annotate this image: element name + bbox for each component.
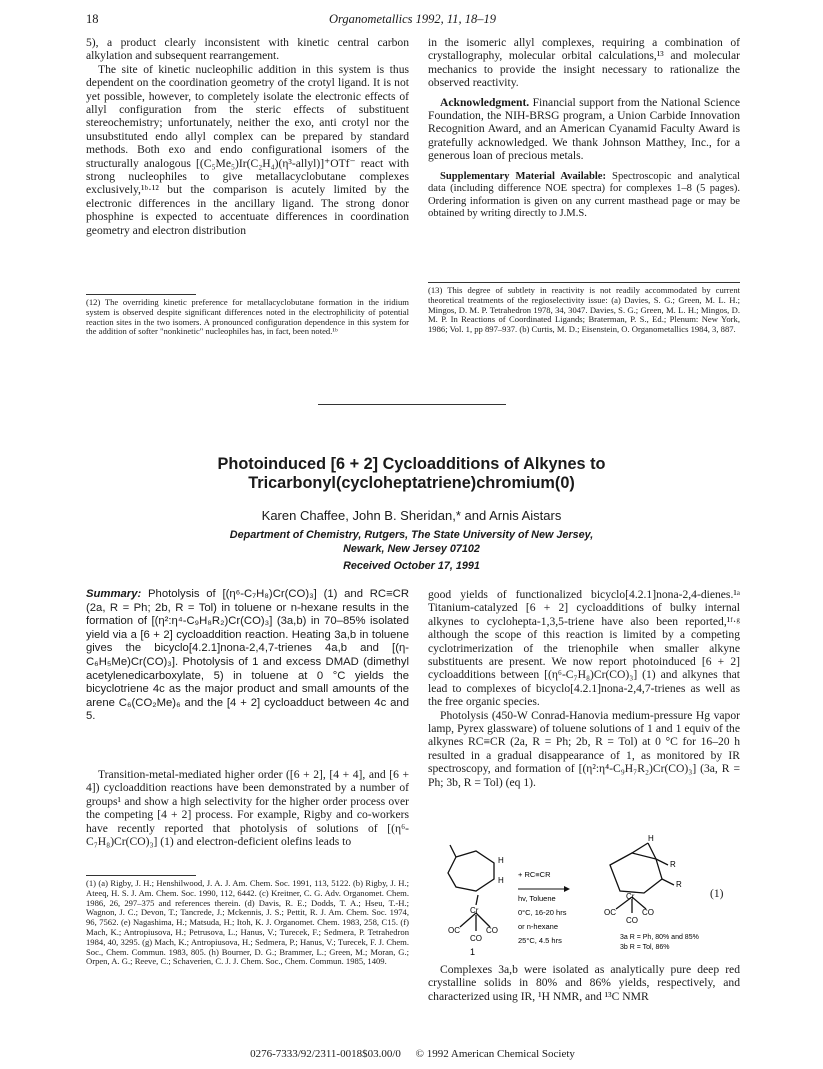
equation-number: (1) <box>710 888 724 900</box>
title-line: Photoinduced [6 + 2] Cycloadditions of Alkynes to <box>217 455 606 473</box>
page-number: 18 <box>86 12 99 26</box>
article-separator <box>318 404 506 405</box>
footnote-rule <box>428 282 740 283</box>
title-line: Tricarbonyl(cycloheptatriene)chromium(0) <box>248 474 575 492</box>
footnote-13: (13) This degree of subtlety in reactivity is not readily accommodated by current theoretical treatments of the regioselectivity issue: (a) Davies, S. G.; Green, M. L. H.; Mingos, D. M. P. Tetrahedron 1978, 34, 3047. Davies, S. G.; Green, M. L. H.; Mingos, D. M. P. In Reactions of Coordinated Ligands; Braterman, P. S., Ed.; Plenum: New York, 1986; Vol. 1, pp 897–937. (b) Curtis, M. D.; Eisenstein, O. Organometallics 1984, 3, 887. <box>428 285 740 335</box>
hydrogen-label: H <box>648 835 654 843</box>
condition-label: 25°C, 4.5 hrs <box>518 936 562 945</box>
reactant-structure <box>448 845 494 931</box>
prev-article-left-column <box>86 36 409 237</box>
acknowledgment <box>428 96 740 163</box>
condition-label: hv, Toluene <box>518 894 556 903</box>
product-label-3b: 3b R = Tol, 86% <box>620 944 670 951</box>
acknowledgment-label: Acknowledgment. <box>440 95 530 109</box>
footnote-rule <box>86 294 196 295</box>
substituent-label: R <box>670 860 676 869</box>
summary <box>86 588 409 724</box>
reagent-label: + RC≡CR <box>518 870 551 879</box>
body-paragraph: good yields of functionalized bicyclo[4.2.1]nona-2,4-dienes.¹ᵃ Titanium-catalyzed [6 + 2] cycloadditions of bulky internal alkynes to cyclohepta-1,3,5-triene have also been reported,¹ᶠ·ᵍ although the scope of this reaction is limited by a competing cyclotrimerization of the trienophile when smaller alkyne substituents are present. We now report photoinduced [6 + 2] cycloadditions between [(η⁶-C₇H₈)Cr(CO)₃] (1) and alkynes that lead to complexes of bicyclo[4.2.1]nona-2,4,7-trienes as well as the free organic species. <box>428 588 740 709</box>
acknowledgment-text: Financial support from the National Science Foundation, the NIH-BRSG program, a Union Carbide Innovation Recognition Award, and an American Cyanamid Faculty Award is gratefully acknowledged. We thank Johnson Matthey, Inc., for a generous loan of precious metals. <box>428 95 740 163</box>
body-paragraph: Transition-metal-mediated higher order ([6 + 2], [4 + 4], and [6 + 4]) cycloaddition reactions have been demonstrated by a number of groups¹ and show a high selectivity for the higher order process over the competing [4 + 2] process. For example, Rigby and co-workers have recently reported that photolysis of solutions of [(η⁶-C₇H₈)Cr(CO)₃] (1) and electron-deficient olefins leads to <box>86 768 409 849</box>
product-label-3a: 3a R = Ph, 80% and 85% <box>620 934 699 941</box>
body-paragraph: 5), a product clearly inconsistent with kinetic central carbon alkylation and subsequent rearrangement. <box>86 36 409 63</box>
compound-number: 1 <box>470 947 476 955</box>
body-paragraph: The site of kinetic nucleophilic addition in this system is thus dependent on the coordination geometry of the crotyl ligand. It is not yet possible, however, to completely isolate the electronic effects of allyl configuration from the steric effects of substituent stereochemistry; unfortunately, neither the exo, anti crotyl nor the unsubstituted endo allyl complex can be prepared by standard methods. Both exo and endo configurational isomers of the structurally analogous [(C₅Me₅)Ir(C₂H₄)(η³-allyl)]⁺OTf⁻ react with strong nucleophiles to give metallacyclobutane complexes exclusively,¹ᵇ·¹² but the comparison is acutely limited by the electronic differences in the ancillary ligand. The strong donor phosphine is expected to accentuate differences in coordination geometry and electron distribution <box>86 62 409 237</box>
footnote-1: (1) (a) Rigby, J. H.; Henshilwood, J. A. J. Am. Chem. Soc. 1991, 113, 5122. (b) Rigby, J. H.; Ateeq, H. S. J. Am. Chem. Soc. 1990, 112, 6442. (c) Kreitner, C. G. Adv. Organomet. Chem. 1986, 26, 297–375 and references therein. (d) Davis, R. E.; Dodds, T. A.; Hseu, T.-H.; Wagnon, J. C.; Devon, T.; Tancrede, J.; Mckennis, J. S.; Pettit, R. J. Am. Chem. Soc. 1974, 96, 7562. (e) Nagashima, H.; Matsuda, H.; Itoh, K. J. Organomet. Chem. 1983, 258, C15. (f) Mach, K.; Antropiusova, H.; Petrusova, L.; Hanus, V.; Turecek, F.; Sedmera, P. Tetrahedron 1984, 40, 3295. (g) Mach, K.; Antropiusova, H.; Sedmera, P.; Hanus, V.; Turecek, F. J. Chem. Soc., Chem. Commun. 1983, 805. (h) Bourner, D. G.; Brammer, L.; Green, M.; Moran, G.; Orpen, A. G.; Reeve, C.; Schaverien, C. J. J. Chem. Soc., Chem. Commun. 1985, 1409. <box>86 878 409 967</box>
footnote-12: (12) The overriding kinetic preference for metallacyclobutane formation in the iridium system is observed despite significant differences noted in the electrophilicity of potential reaction sites in the two isomers. A pronounced configuration dependence in this system for the addition of softer "nonkinetic" nucleophiles has, in fact, been noted.¹ᵇ <box>86 297 409 337</box>
carbonyl-label: CO <box>642 908 654 917</box>
hydrogen-label: H <box>498 856 504 865</box>
carbonyl-label: CO <box>486 926 498 935</box>
product-structure <box>610 843 674 913</box>
substituent-label: R <box>676 880 682 889</box>
prev-article-right-column <box>428 36 740 221</box>
carbonyl-label: OC <box>604 908 616 917</box>
supplementary-label: Supplementary Material Available: <box>440 170 607 182</box>
page-footer <box>86 1048 739 1060</box>
affiliation-line: Newark, New Jersey 07102 <box>343 543 480 555</box>
reaction-scheme <box>420 835 740 955</box>
article-right-column <box>428 588 740 789</box>
footnote-rule <box>86 875 196 876</box>
arrow-head <box>564 886 570 892</box>
copyright-notice: © 1992 American Chemical Society <box>415 1048 575 1060</box>
affiliation-line: Department of Chemistry, Rutgers, The State University of New Jersey, <box>229 529 594 541</box>
body-paragraph: Photolysis (450-W Conrad-Hanovia medium-pressure Hg vapor lamp, Pyrex glassware) of toluene solutions of 1 and 1 equiv of the alkynes RC≡CR (2a, R = Ph; 2b, R = Tol) at 0 °C for 16–20 h resulted in a gradual disappearance of 1, as monitored by IR spectroscopy, and formation of [(η²:η⁴-C₉H₇R₂)Cr(CO)₃] (3a, R = Ph; 3b, R = Tol) (eq 1). <box>428 708 740 789</box>
carbonyl-label: CO <box>626 916 638 925</box>
carbonyl-label: OC <box>448 926 460 935</box>
summary-label: Summary: <box>86 588 142 600</box>
body-paragraph: in the isomeric allyl complexes, requiring a combination of crystallography, molecular orbital calculations,¹³ and molecular mechanics to provide the insight necessary to rationalize the observed reactivity. <box>428 36 740 90</box>
running-header <box>86 12 739 30</box>
supplementary-text: Spectroscopic and analytical data (including difference NOE spectra) for complexes 1–8 (5 pages). Ordering information is given on any current masthead page or may be obtained by writing directly to J.M.S. <box>428 170 740 220</box>
authors: Karen Chaffee, John B. Sheridan,* and Arnis Aistars <box>261 508 562 523</box>
condition-label: or n-hexane <box>518 922 559 931</box>
received-date: Received October 17, 1991 <box>343 560 480 572</box>
chromium-label: Cr <box>470 906 479 915</box>
article-title <box>150 455 673 493</box>
condition-label: 0°C, 16-20 hrs <box>518 908 567 917</box>
chromium-label: Cr <box>626 892 635 901</box>
summary-text: Photolysis of [(η⁶-C₇H₈)Cr(CO)₃] (1) and RC≡CR (2a, R = Ph; 2b, R = Tol) in toluene or n-hexane results in the formation of [(η²:η⁴-C₉H₈R₂)Cr(CO)₃] (3a,b) in 70–85% isolated yield via a [6 + 2] cycloaddition reaction. Heating 3a,b in toluene gives the bicyclo[4.2.1]nona-2,4,7-trienes 4a,b and [(η-C₆H₅Me)Cr(CO)₃]. Photolysis of 1 and excess DMAD (dimethyl acetylenedicarboxylate, 5) in toluene at 0 °C yields the bicyclotriene 4c as the major product and small amounts of the arene C₆(CO₂Me)₆ and the [4 + 2] cycloadduct between 4c and 5. <box>86 588 409 723</box>
article-left-column <box>86 768 409 848</box>
journal-citation: Organometallics 1992, 11, 18–19 <box>328 12 496 26</box>
article-right-column-continued <box>428 963 740 1003</box>
body-paragraph: Complexes 3a,b were isolated as analytically pure deep red crystalline solids in 80% and 86% yields, respectively, and characterized using IR, ¹H NMR, and ¹³C NMR <box>428 963 740 1003</box>
copyright-code: 0276-7333/92/2311-0018$03.00/0 <box>250 1048 401 1060</box>
carbonyl-label: CO <box>470 934 482 943</box>
hydrogen-label: H <box>498 876 504 885</box>
supplementary-material <box>428 171 740 221</box>
